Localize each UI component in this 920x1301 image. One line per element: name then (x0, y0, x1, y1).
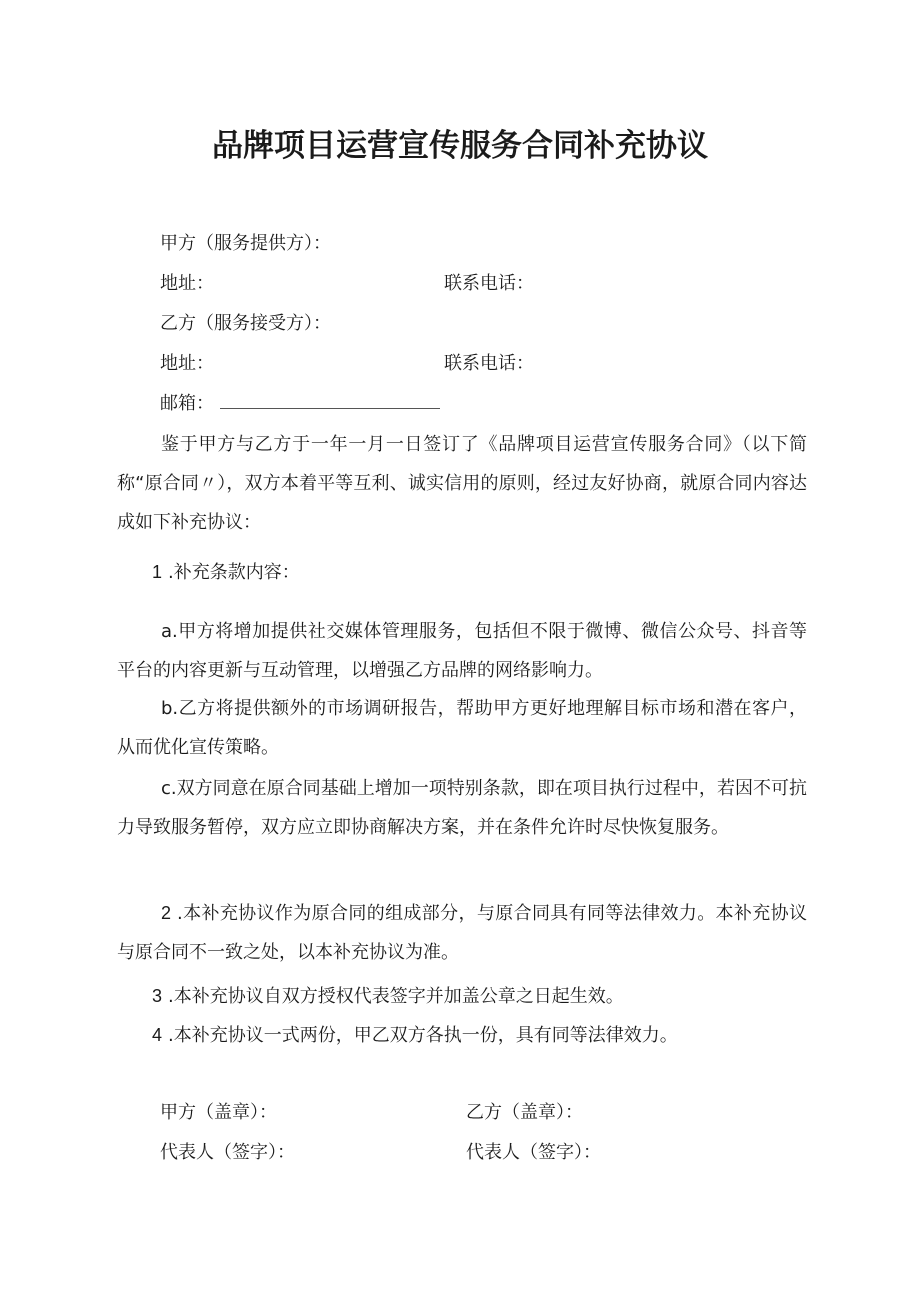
party-a-address: 地址： (160, 273, 214, 294)
clause-1 (152, 559, 300, 586)
party-b-seal: 乙方（盖章）： (466, 1102, 583, 1123)
clause-text: .补充条款内容： (168, 562, 300, 583)
email-blank-line (220, 408, 440, 409)
sub-clause-b: b.乙方将提供额外的市场调研报告，帮助甲方更好地理解目标市场和潜在客户，从而优化宣传策略。 (117, 698, 807, 758)
party-a-label: 甲方（服务提供方）： (160, 233, 331, 254)
party-a-seal: 甲方（盖章）： (160, 1102, 277, 1123)
clause-number: 1 (152, 562, 163, 582)
clause-4 (152, 1022, 678, 1049)
sub-clause-c: c.双方同意在原合同基础上增加一项特别条款，即在项目执行过程中，若因不可抗力导致服务暂停，双方应立即协商解决方案，并在条件允许时尽快恢复服务。 (117, 778, 807, 838)
clause-number: 4 (152, 1025, 163, 1045)
party-b-label: 乙方（服务接受方）： (160, 313, 331, 334)
party-b-representative: 代表人（签字）： (466, 1142, 601, 1163)
sub-clause-a: a.甲方将增加提供社交媒体管理服务，包括但不限于微博、微信公众号、抖音等平台的内容更新与互动管理，以增强乙方品牌的网络影响力。 (117, 621, 807, 681)
clause-3 (152, 983, 624, 1010)
clause-text: .本补充协议自双方授权代表签字并加盖公章之日起生效。 (168, 986, 624, 1007)
party-a-phone: 联系电话： (444, 273, 534, 294)
email-row (160, 391, 440, 417)
party-a-representative: 代表人（签字）： (160, 1142, 295, 1163)
party-b-address: 地址： (160, 353, 214, 374)
clause-number: 2 (161, 903, 172, 923)
party-b-phone: 联系电话： (444, 353, 534, 374)
intro-paragraph: 鉴于甲方与乙方于一年一月一日签订了《品牌项目运营宣传服务合同》（以下简称“原合同〃），双方本着平等互利、诚实信用的原则，经过友好协商，就原合同内容达成如下补充协议： (117, 434, 807, 533)
clause-text: .本补充协议作为原合同的组成部分，与原合同具有同等法律效力。本补充协议与原合同不一致之处，以本补充协议为准。 (117, 903, 807, 963)
document-title: 品牌项目运营宣传服务合同补充协议 (212, 128, 708, 164)
email-label: 邮箱： (160, 393, 214, 414)
clause-number: 3 (152, 986, 163, 1006)
clause-text: .本补充协议一式两份，甲乙双方各执一份，具有同等法律效力。 (168, 1025, 678, 1046)
clause-2 (117, 894, 807, 972)
